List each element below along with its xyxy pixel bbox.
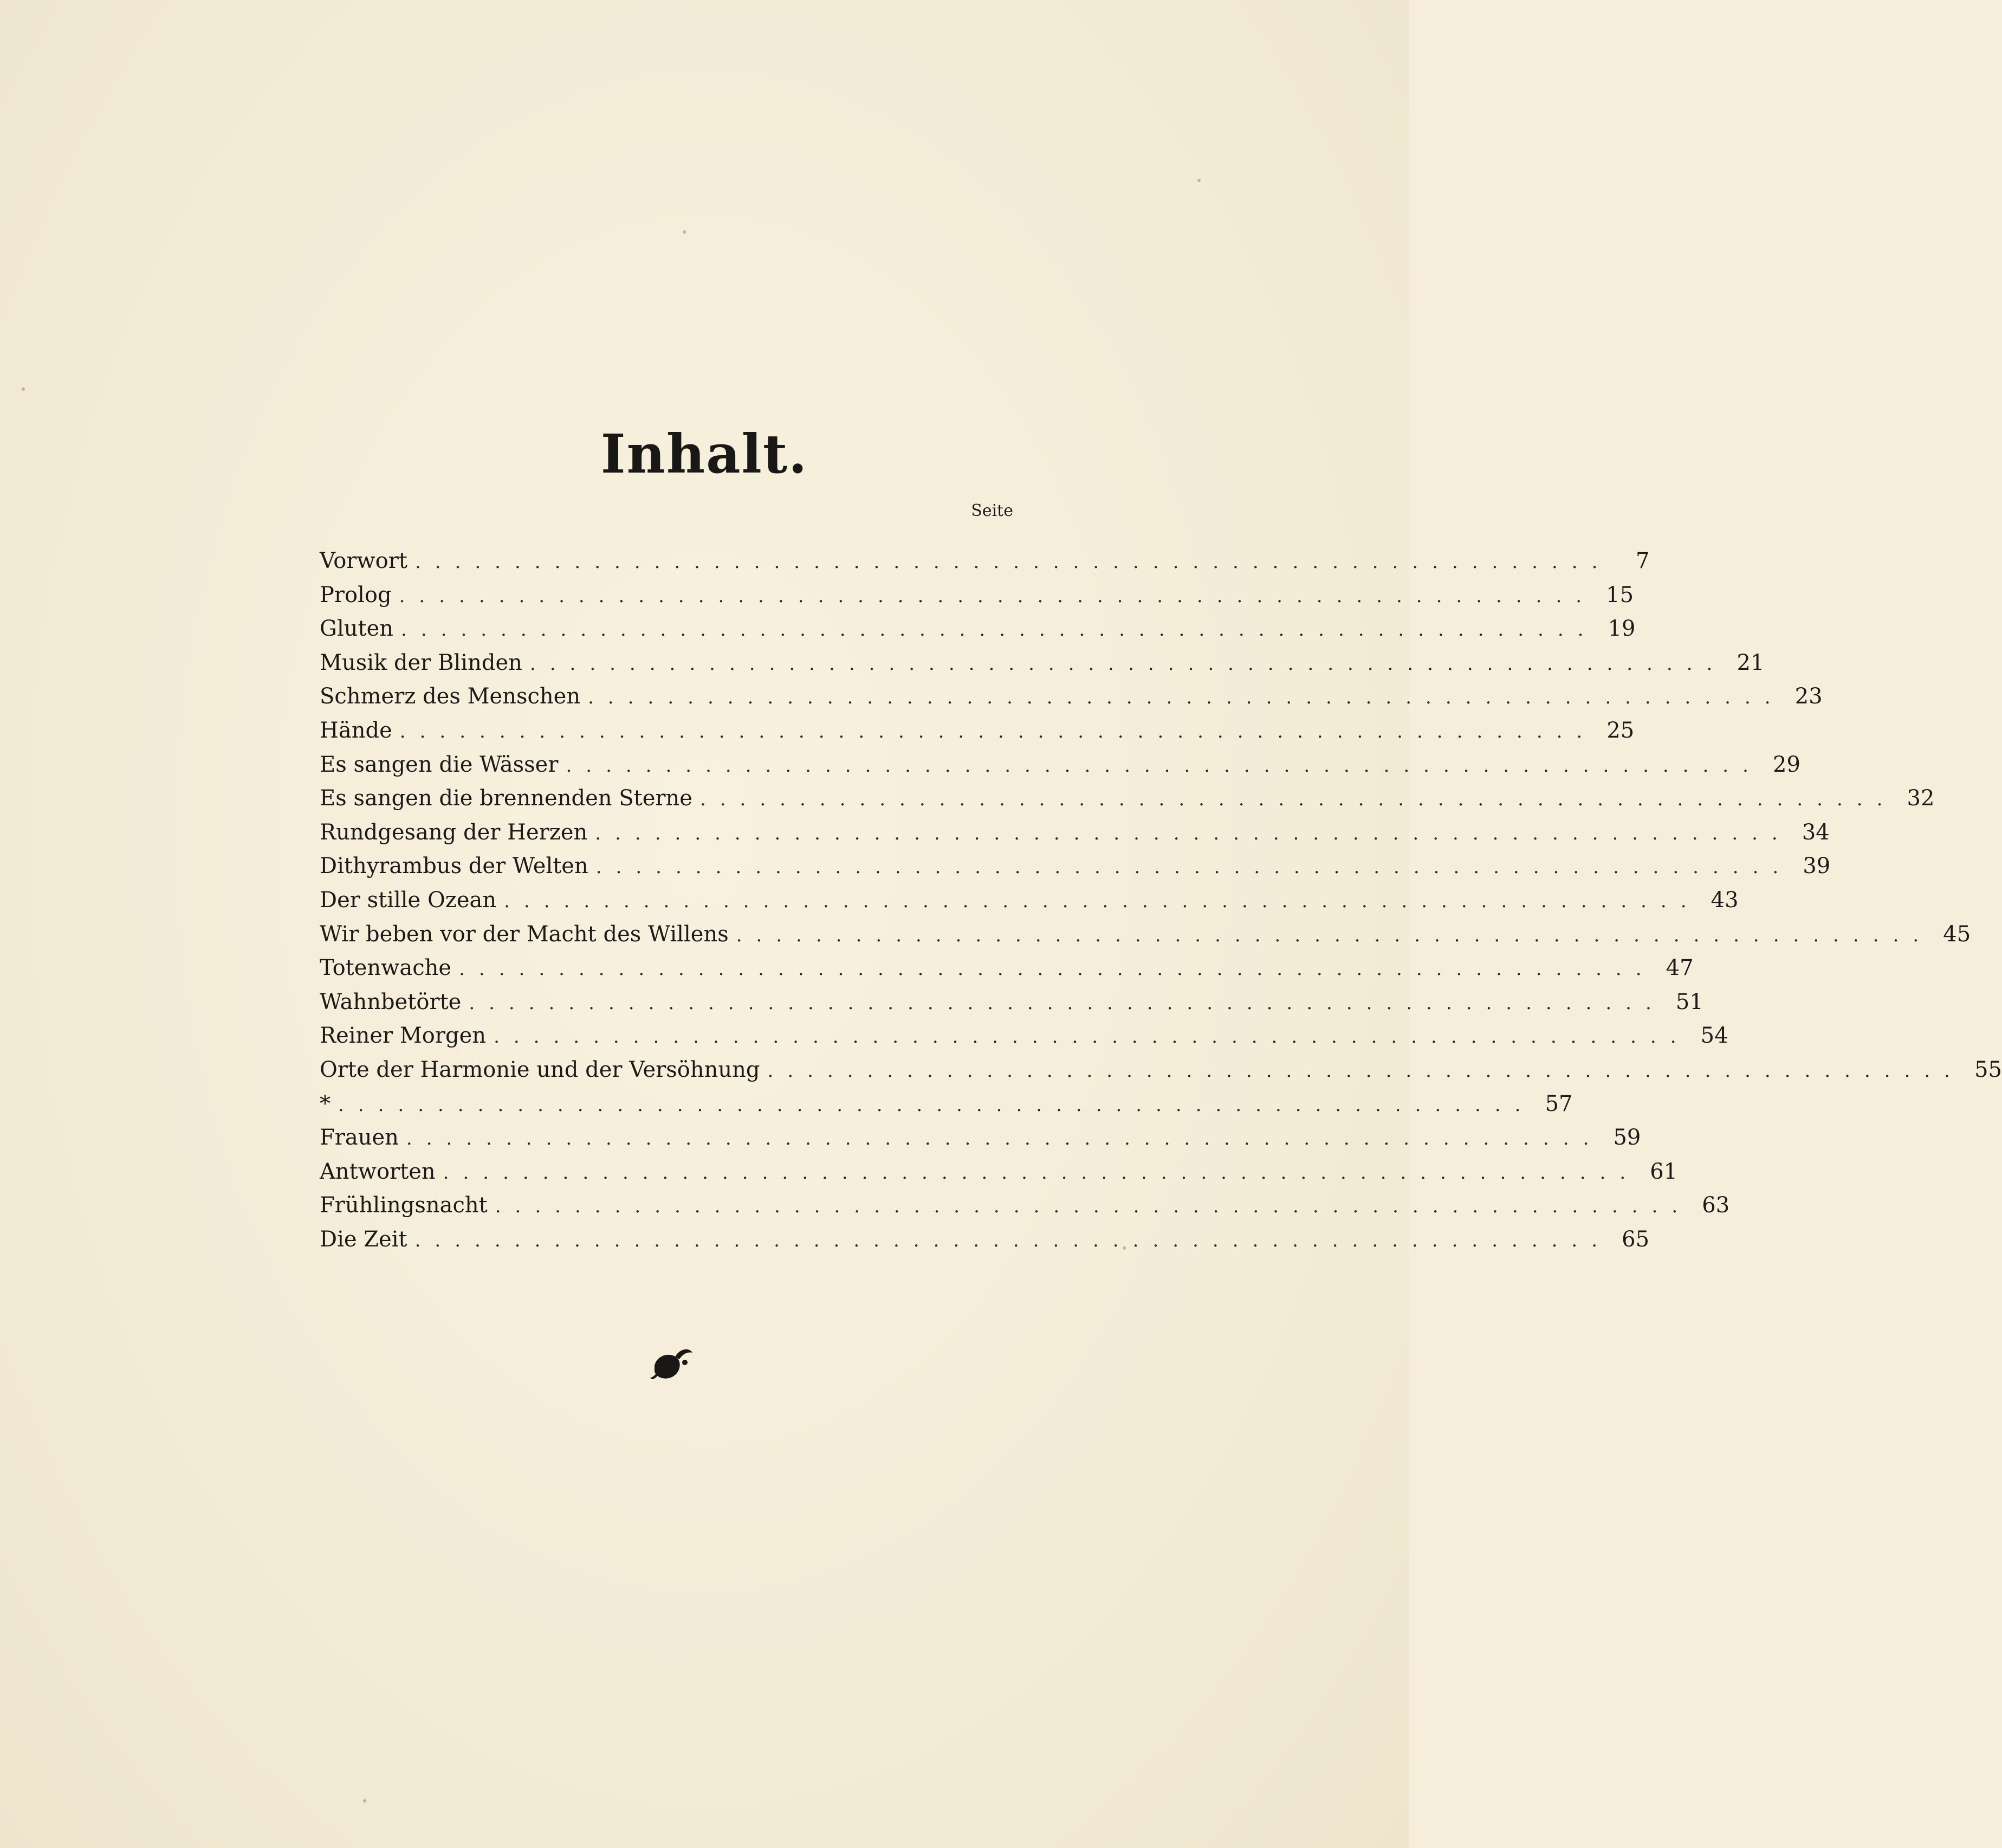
- toc-row: [320, 849, 1831, 883]
- toc-row: [320, 816, 1830, 850]
- paper-speck: [22, 387, 25, 391]
- toc-row: [320, 1053, 2002, 1087]
- page-column-header: Seite: [971, 501, 1013, 520]
- toc-entry-title: Reiner Morgen: [320, 1023, 487, 1049]
- toc-entry-page-number: 39: [1803, 854, 1831, 879]
- toc-entry-page-number: 55: [1974, 1057, 2002, 1082]
- toc-entry-page-number: 59: [1613, 1125, 1641, 1151]
- toc-entry-page-number: 25: [1606, 718, 1635, 743]
- toc-entry-title: Es sangen die brennenden Sterne: [320, 786, 692, 811]
- dot-leader: ............................................................: [736, 924, 1933, 946]
- toc-entry-page-number: 43: [1711, 887, 1739, 913]
- toc-row: [320, 1019, 1728, 1053]
- toc-entry-page-number: 61: [1650, 1159, 1678, 1184]
- dot-leader: ............................................................: [399, 585, 1596, 607]
- toc-row: [320, 646, 1765, 680]
- dot-leader: ............................................................: [767, 1059, 1964, 1082]
- toc-entry-title: Rundgesang der Herzen: [320, 819, 588, 845]
- toc-row: [320, 917, 1971, 952]
- toc-row: [320, 781, 1935, 816]
- toc-entry-page-number: 54: [1700, 1023, 1728, 1049]
- toc-entry-page-number: 23: [1794, 684, 1823, 709]
- toc-entry-title: Orte der Harmonie und der Versöhnung: [320, 1057, 760, 1082]
- dot-leader: ............................................................: [494, 1026, 1690, 1048]
- dot-leader: ............................................................: [459, 958, 1656, 980]
- toc-row: [320, 578, 1634, 612]
- toc-row: [320, 680, 1823, 714]
- toc-entry-title: Vorwort: [320, 548, 407, 573]
- toc-entry-page-number: 65: [1622, 1226, 1650, 1252]
- toc-row: [320, 1223, 1650, 1257]
- dot-leader: ............................................................: [504, 890, 1701, 912]
- toc-entry-title: Frühlingsnacht: [320, 1193, 488, 1218]
- dot-leader: ............................................................: [406, 1128, 1603, 1150]
- dot-leader: ............................................................: [588, 687, 1785, 709]
- toc-entry-page-number: 57: [1545, 1091, 1573, 1116]
- toc-row: [320, 951, 1694, 985]
- toc-row: [320, 985, 1703, 1019]
- toc-entry-page-number: 29: [1773, 752, 1800, 777]
- toc-entry-page-number: 51: [1675, 989, 1703, 1015]
- toc-entry-title: *: [320, 1091, 331, 1116]
- dot-leader: ............................................................: [529, 652, 1727, 675]
- toc-row: [320, 1087, 1573, 1121]
- toc-entry-title: Die Zeit: [320, 1226, 407, 1252]
- toc-entry-page-number: 19: [1608, 616, 1636, 642]
- dot-leader: ............................................................: [338, 1094, 1535, 1116]
- toc-entry-title: Es sangen die Wässer: [320, 752, 559, 777]
- dot-leader: ............................................................: [699, 789, 1897, 811]
- toc-row: [320, 1121, 1641, 1155]
- toc-entry-title: Schmerz des Menschen: [320, 684, 581, 709]
- toc-entry-page-number: 21: [1737, 650, 1765, 675]
- toc-row: [320, 714, 1635, 748]
- toc-entry-title: Dithyrambus der Welten: [320, 854, 588, 879]
- toc-row: [320, 883, 1739, 917]
- toc-entry-title: Wahnbetörte: [320, 989, 462, 1015]
- paper-speck: [683, 230, 686, 234]
- dot-leader: ............................................................: [399, 720, 1597, 742]
- toc-entry-page-number: 34: [1802, 819, 1830, 845]
- paper-speck: [1197, 179, 1201, 182]
- dot-leader: ............................................................: [401, 619, 1598, 641]
- dot-leader: ............................................................: [469, 992, 1666, 1014]
- fleuron-icon: [649, 1344, 695, 1383]
- dot-leader: ............................................................: [443, 1161, 1640, 1184]
- toc-entry-title: Hände: [320, 718, 392, 743]
- toc-entry-page-number: 7: [1635, 548, 1650, 573]
- toc-entry-page-number: 15: [1606, 582, 1634, 608]
- toc-entry-page-number: 63: [1702, 1193, 1730, 1218]
- toc-entry-page-number: 32: [1907, 786, 1935, 811]
- table-of-contents: [320, 544, 2002, 1256]
- paper-speck: [363, 1799, 366, 1802]
- toc-entry-title: Totenwache: [320, 955, 452, 981]
- page-title: Inhalt.: [600, 423, 808, 486]
- dot-leader: ............................................................: [595, 856, 1793, 878]
- dot-leader: ............................................................: [495, 1196, 1692, 1218]
- toc-entry-page-number: 45: [1943, 921, 1971, 947]
- dot-leader: ............................................................: [566, 754, 1763, 777]
- toc-entry-title: Prolog: [320, 582, 392, 608]
- toc-row: [320, 612, 1636, 646]
- toc-row: [320, 1188, 1730, 1223]
- toc-entry-title: Frauen: [320, 1125, 399, 1151]
- dot-leader: ............................................................: [414, 551, 1612, 573]
- toc-entry-title: Der stille Ozean: [320, 887, 497, 913]
- toc-row: [320, 544, 1650, 578]
- dot-leader: ............................................................: [414, 1229, 1612, 1251]
- toc-entry-title: Antworten: [320, 1159, 436, 1184]
- dot-leader: ............................................................: [595, 822, 1792, 844]
- toc-entry-title: Musik der Blinden: [320, 650, 522, 675]
- toc-row: [320, 748, 1800, 782]
- toc-entry-title: Gluten: [320, 616, 394, 642]
- toc-entry-title: Wir beben vor der Macht des Willens: [320, 921, 729, 947]
- toc-row: [320, 1155, 1678, 1189]
- toc-entry-page-number: 47: [1666, 955, 1694, 981]
